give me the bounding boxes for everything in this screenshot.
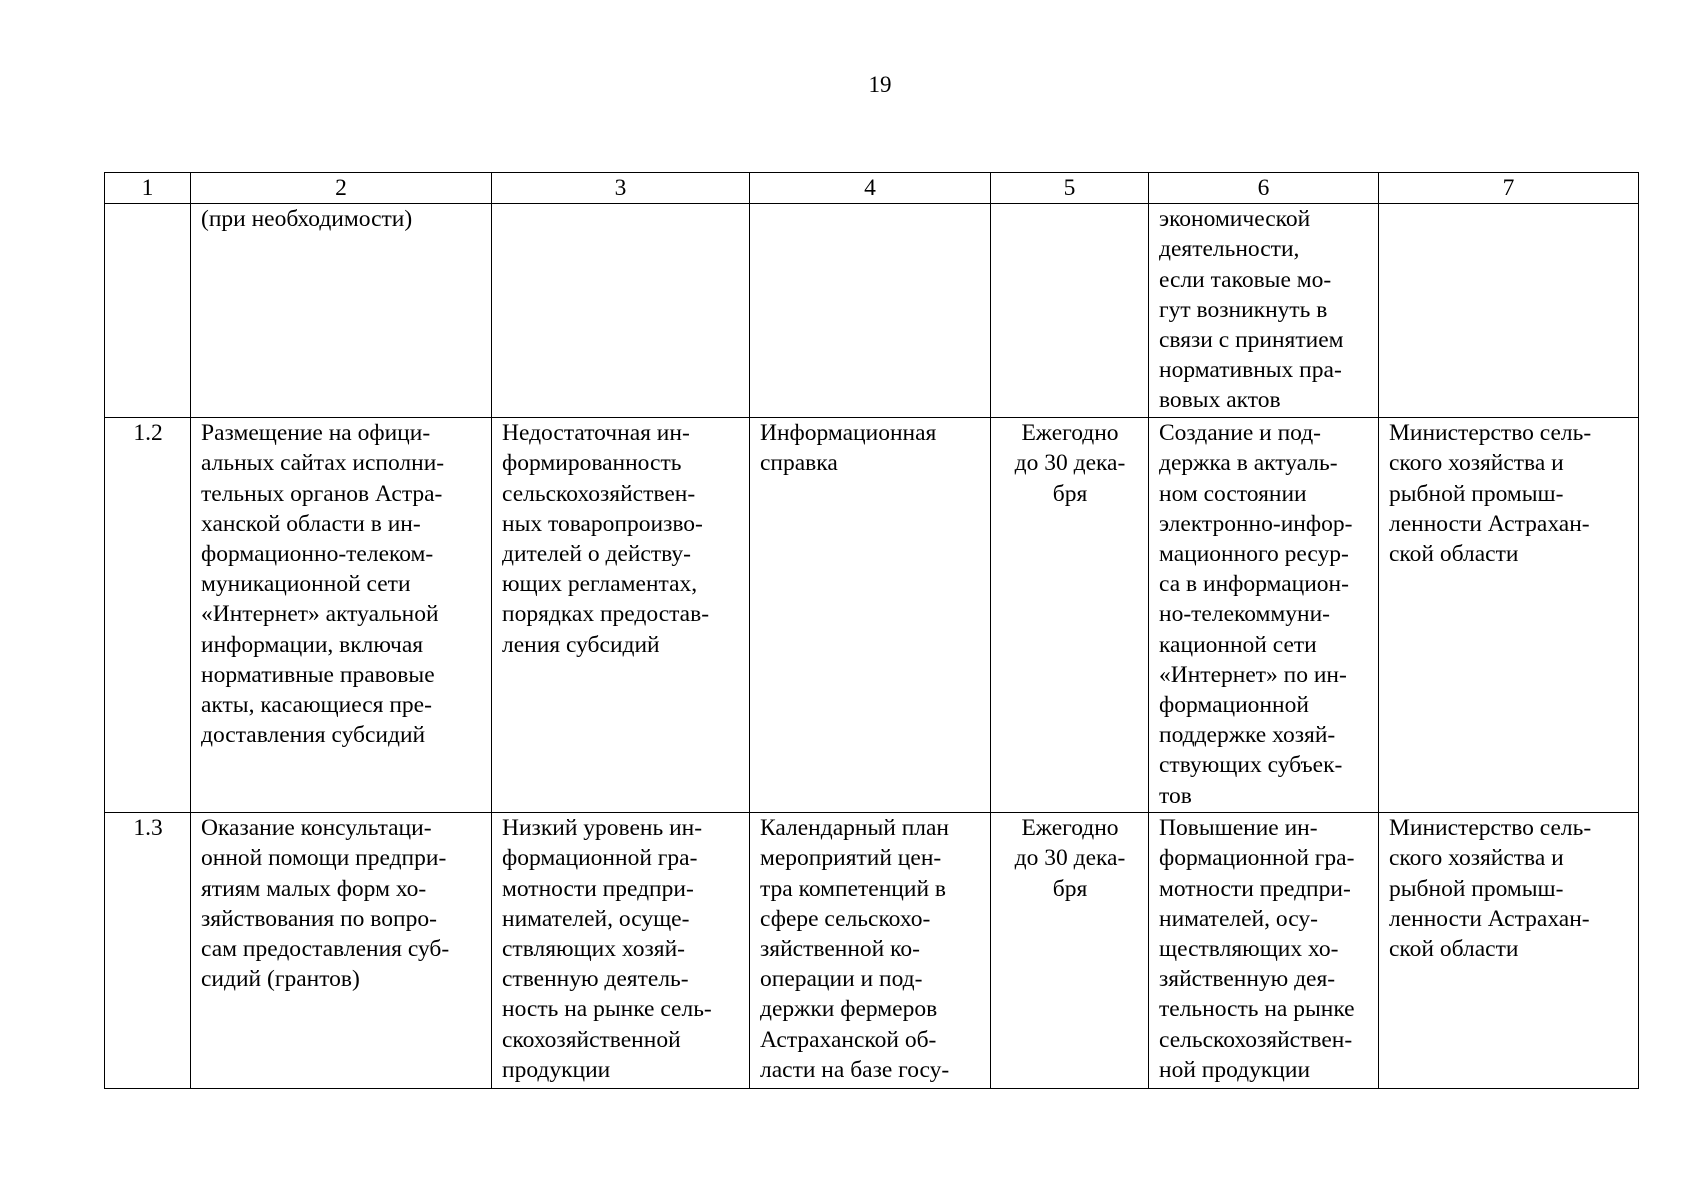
page-number: 19 xyxy=(868,72,892,97)
result-text: экономической деятельности, если таковые мо- гут возникнуть в связи с принятием нормативных пра- вовых актов xyxy=(1159,206,1344,414)
result-text: Создание и под- держка в актуаль- ном состоянии электронно-инфор- мационного ресур- са в информацион- но-телекоммуни- кационной сети «Интернет» по ин- формационной поддержке хозяй- ствующих субъек- тов xyxy=(1159,420,1353,809)
executor-cell xyxy=(1379,418,1639,813)
deadline-cell xyxy=(991,813,1149,1089)
document-text: Информационная справка xyxy=(760,420,937,477)
problem-cell xyxy=(492,813,750,1089)
measure-cell xyxy=(191,418,492,813)
deadline-text: Ежегодно до 30 дека- бря xyxy=(1014,420,1126,507)
result-cell xyxy=(1149,418,1379,813)
document-text: Календарный план мероприятий цен- тра компетенций в сфере сельскохо- зяйственной ко- операции и под- держки фермеров Астраханской об- ласти на базе госу- xyxy=(760,815,950,1083)
column-number: 4 xyxy=(750,173,991,204)
problem-text: Низкий уровень ин- формационной гра- мотности предпри- нимателей, осуще- ствляющих хозяй- ственную деятель- ность на рынке сель- скохозяйственной продукции xyxy=(502,815,712,1083)
measure-cell xyxy=(191,813,492,1089)
deadline-cell xyxy=(991,418,1149,813)
document-cell xyxy=(750,204,991,418)
column-number: 1 xyxy=(105,173,191,204)
executor-text: Министерство сель- ского хозяйства и рыбной промыш- ленности Астрахан- ской области xyxy=(1389,815,1592,963)
result-text: Повышение ин- формационной гра- мотности предпри- нимателей, осу- ществляющих хо- зяйственную дея- тельность на рынке сельскохозяйствен- ной продукции xyxy=(1159,815,1355,1083)
result-cell xyxy=(1149,204,1379,418)
item-number: 1.2 xyxy=(105,418,191,813)
result-cell xyxy=(1149,813,1379,1089)
table-row xyxy=(105,204,1639,418)
item-number xyxy=(105,204,191,418)
column-number: 7 xyxy=(1379,173,1639,204)
deadline-cell xyxy=(991,204,1149,418)
measure-text: Размещение на офици- альных сайтах исполни- тельных органов Астра- ханской области в ин- формационно-телеком- муникационной сети «Интернет» актуальной информации, включая нормативные правовые акты, касающиеся пре- доставления субсидий xyxy=(201,420,445,749)
executor-cell xyxy=(1379,204,1639,418)
measure-cell xyxy=(191,204,492,418)
executor-text: Министерство сель- ского хозяйства и рыбной промыш- ленности Астрахан- ской области xyxy=(1389,420,1592,568)
table-row xyxy=(105,813,1639,1089)
measure-text: Оказание консультаци- онной помощи предпри- ятиям малых форм хо- зяйствования по вопро- сам предоставления суб- сидий (грантов) xyxy=(201,815,450,993)
item-number: 1.3 xyxy=(105,813,191,1089)
deadline-text: Ежегодно до 30 дека- бря xyxy=(1014,815,1126,902)
column-number-row xyxy=(105,173,1639,204)
problem-cell xyxy=(492,418,750,813)
column-number: 3 xyxy=(492,173,750,204)
column-number: 5 xyxy=(991,173,1149,204)
action-plan-table xyxy=(104,172,1639,1089)
executor-cell xyxy=(1379,813,1639,1089)
table-row xyxy=(105,418,1639,813)
problem-text: Недостаточная ин- формированность сельскохозяйствен- ных товаропроизво- дителей о действу- ющих регламентах, порядках предостав- ления субсидий xyxy=(502,420,710,658)
problem-cell xyxy=(492,204,750,418)
document-cell xyxy=(750,813,991,1089)
document-cell xyxy=(750,418,991,813)
column-number: 2 xyxy=(191,173,492,204)
measure-text: (при необходимости) xyxy=(201,206,413,233)
column-number: 6 xyxy=(1149,173,1379,204)
